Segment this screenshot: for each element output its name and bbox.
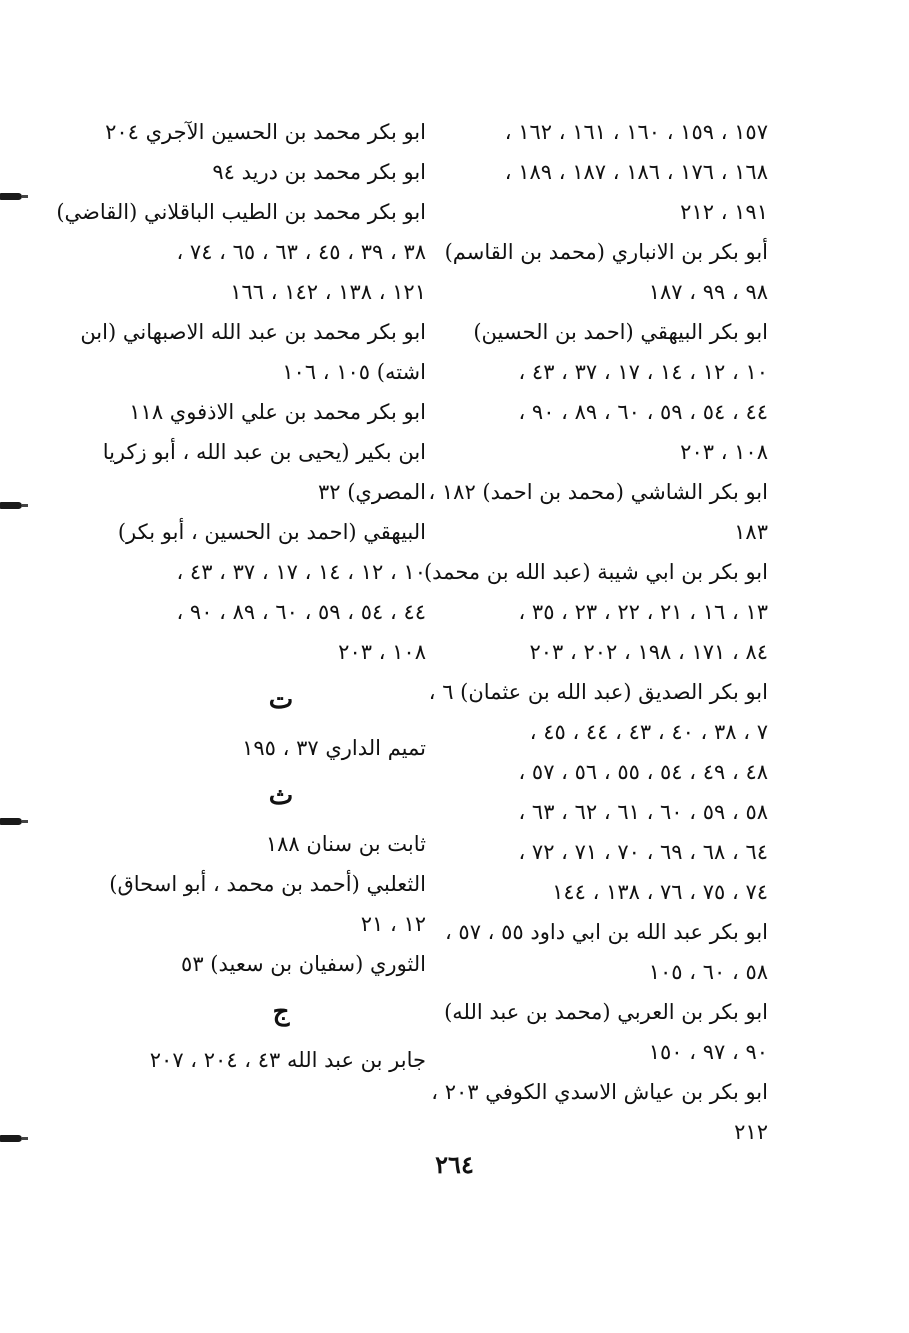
left-column bbox=[56, 112, 426, 1080]
index-entry: ابن بكير (يحيى بن عبد الله ، أبو زكريا bbox=[102, 440, 426, 464]
index-entry: ابو بكر محمد بن الحسين الآجري ٢٠٤ bbox=[105, 120, 426, 144]
index-entry: ابو بكر محمد بن علي الاذفوي ١١٨ bbox=[129, 400, 426, 424]
index-line: ٤٤ ، ٥٤ ، ٥٩ ، ٦٠ ، ٨٩ ، ٩٠ ، bbox=[518, 400, 768, 424]
section-letter-tha: ث bbox=[268, 781, 294, 811]
index-line: ١٣ ، ١٦ ، ٢١ ، ٢٢ ، ٢٣ ، ٣٥ ، bbox=[518, 600, 768, 624]
index-entry: ثابت بن سنان ١٨٨ bbox=[265, 832, 426, 856]
index-entry: ابو بكر محمد بن الطيب الباقلاني (القاضي) bbox=[56, 200, 426, 224]
index-line: ٦٤ ، ٦٨ ، ٦٩ ، ٧٠ ، ٧١ ، ٧٢ ، bbox=[518, 840, 768, 864]
index-line: ٧ ، ٣٨ ، ٤٠ ، ٤٣ ، ٤٤ ، ٤٥ ، bbox=[529, 720, 768, 744]
index-line: ١٠ ، ١٢ ، ١٤ ، ١٧ ، ٣٧ ، ٤٣ ، bbox=[518, 360, 768, 384]
index-line: اشته) ١٠٥ ، ١٠٦ bbox=[282, 360, 426, 384]
index-entry: تميم الداري ٣٧ ، ١٩٥ bbox=[242, 736, 426, 760]
section-letter-jim: ج bbox=[272, 997, 290, 1027]
index-line: ١٠٨ ، ٢٠٣ bbox=[338, 640, 426, 664]
page-number: ٢٦٤ bbox=[435, 1150, 474, 1179]
index-line: ٢١٢ bbox=[734, 1120, 768, 1144]
index-line: ١٥٧ ، ١٥٩ ، ١٦٠ ، ١٦١ ، ١٦٢ ، bbox=[504, 120, 768, 144]
index-line: ٩٨ ، ٩٩ ، ١٨٧ bbox=[648, 280, 768, 304]
right-column bbox=[423, 112, 768, 1152]
index-entry: ابو بكر الصديق (عبد الله بن عثمان) ٦ ، bbox=[428, 680, 768, 704]
binding-mark bbox=[0, 818, 22, 825]
index-line: ٣٨ ، ٣٩ ، ٤٥ ، ٦٣ ، ٦٥ ، ٧٤ ، bbox=[176, 240, 426, 264]
index-entry: جابر بن عبد الله ٤٣ ، ٢٠٤ ، ٢٠٧ bbox=[149, 1048, 426, 1072]
index-entry: ابو بكر البيهقي (احمد بن الحسين) bbox=[473, 320, 768, 344]
index-line: ٤٨ ، ٤٩ ، ٥٤ ، ٥٥ ، ٥٦ ، ٥٧ ، bbox=[518, 760, 768, 784]
index-entry: البيهقي (احمد بن الحسين ، أبو بكر) bbox=[117, 520, 426, 544]
index-entry: الثوري (سفيان بن سعيد) ٥٣ bbox=[181, 952, 426, 976]
binding-mark bbox=[0, 1135, 22, 1142]
index-line: ١٩١ ، ٢١٢ bbox=[680, 200, 768, 224]
index-entry: أبو بكر بن الانباري (محمد بن القاسم) bbox=[444, 240, 768, 264]
index-line: ١٠ ، ١٢ ، ١٤ ، ١٧ ، ٣٧ ، ٤٣ ، bbox=[176, 560, 426, 584]
index-line: ١٢١ ، ١٣٨ ، ١٤٢ ، ١٦٦ bbox=[230, 280, 426, 304]
index-entry: الثعلبي (أحمد بن محمد ، أبو اسحاق) bbox=[109, 872, 426, 896]
index-entry: ابو بكر بن عياش الاسدي الكوفي ٢٠٣ ، bbox=[431, 1080, 768, 1104]
binding-mark bbox=[0, 502, 22, 509]
index-entry: ابو بكر بن العربي (محمد بن عبد الله) bbox=[444, 1000, 768, 1024]
index-line: ٥٨ ، ٥٩ ، ٦٠ ، ٦١ ، ٦٢ ، ٦٣ ، bbox=[518, 800, 768, 824]
index-line: ٤٤ ، ٥٤ ، ٥٩ ، ٦٠ ، ٨٩ ، ٩٠ ، bbox=[176, 600, 426, 624]
index-line: ٧٤ ، ٧٥ ، ٧٦ ، ١٣٨ ، ١٤٤ bbox=[552, 880, 768, 904]
index-line: ١٠٨ ، ٢٠٣ bbox=[680, 440, 768, 464]
index-line: ١٢ ، ٢١ bbox=[360, 912, 426, 936]
index-entry: ابو بكر عبد الله بن ابي داود ٥٥ ، ٥٧ ، bbox=[444, 920, 768, 944]
binding-mark bbox=[0, 193, 22, 200]
index-line: ١٦٨ ، ١٧٦ ، ١٨٦ ، ١٨٧ ، ١٨٩ ، bbox=[504, 160, 768, 184]
index-line: المصري) ٣٢ bbox=[317, 480, 426, 504]
section-letter-ta: ت bbox=[268, 685, 294, 715]
index-line: ١٨٣ bbox=[734, 520, 768, 544]
index-entry: ابو بكر محمد بن دريد ٩٤ bbox=[212, 160, 426, 184]
index-entry: ابو بكر محمد بن عبد الله الاصبهاني (ابن bbox=[80, 320, 426, 344]
index-line: ٥٨ ، ٦٠ ، ١٠٥ bbox=[648, 960, 768, 984]
index-entry: ابو بكر الشاشي (محمد بن احمد) ١٨٢ ، bbox=[428, 480, 768, 504]
index-entry: ابو بكر بن ابي شيبة (عبد الله بن محمد) bbox=[423, 560, 768, 584]
index-line: ٨٤ ، ١٧١ ، ١٩٨ ، ٢٠٢ ، ٢٠٣ bbox=[529, 640, 768, 664]
index-line: ٩٠ ، ٩٧ ، ١٥٠ bbox=[648, 1040, 768, 1064]
